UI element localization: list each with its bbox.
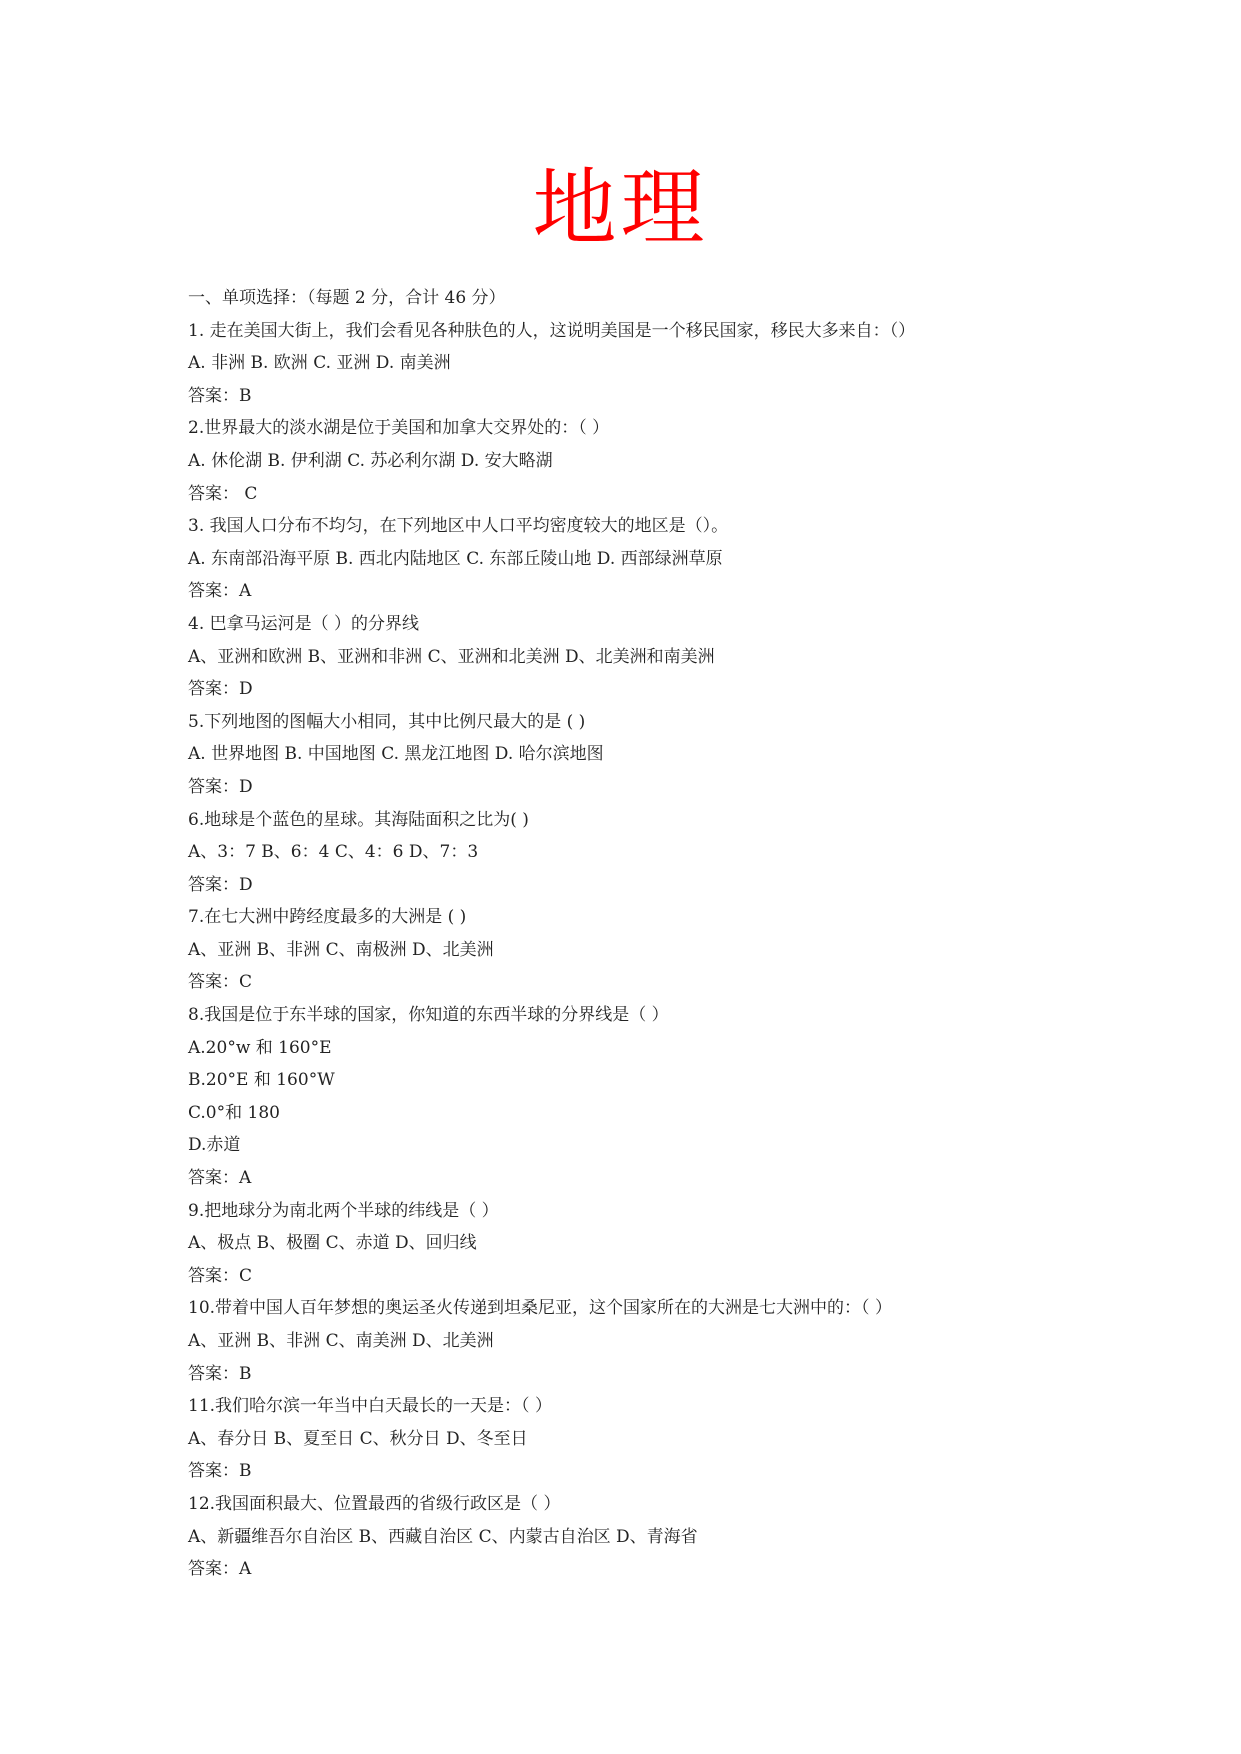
question-options: A. 世界地图 B. 中国地图 C. 黑龙江地图 D. 哈尔滨地图 <box>188 744 604 765</box>
question-answer: 答案：B <box>188 1363 252 1384</box>
question-options: A、极点 B、极圈 C、赤道 D、回归线 <box>188 1233 477 1254</box>
question-stem: 5.下列地图的图幅大小相同，其中比例尺最大的是 ( ) <box>188 711 586 732</box>
question-answer: 答案：C <box>188 972 253 993</box>
question-options: A、亚洲 B、非洲 C、南极洲 D、北美洲 <box>188 939 494 960</box>
question-option: D.赤道 <box>188 1135 241 1156</box>
question-stem: 3. 我国人口分布不均匀，在下列地区中人口平均密度较大的地区是（）。 <box>188 516 729 537</box>
question-options: A. 非洲 B. 欧洲 C. 亚洲 D. 南美洲 <box>188 353 451 374</box>
question-stem: 9.把地球分为南北两个半球的纬线是（ ） <box>188 1200 499 1221</box>
question-option: C.0°和 180 <box>188 1102 280 1123</box>
question-stem: 11.我们哈尔滨一年当中白天最长的一天是：（ ） <box>188 1396 552 1417</box>
question-answer: 答案：B <box>188 1461 252 1482</box>
question-options: A. 休伦湖 B. 伊利湖 C. 苏必利尔湖 D. 安大略湖 <box>188 450 553 471</box>
question-answer: 答案：A <box>188 581 252 602</box>
document-body <box>188 282 1088 1586</box>
question-option: A.20°w 和 160°E <box>188 1037 332 1058</box>
question-stem: 10.带着中国人百年梦想的奥运圣火传递到坦桑尼亚，这个国家所在的大洲是七大洲中的：（ ） <box>188 1298 892 1319</box>
page-title: 地理 <box>532 159 709 257</box>
question-answer: 答案：D <box>188 776 253 797</box>
question-answer: 答案： C <box>188 483 258 504</box>
question-stem: 1. 走在美国大街上，我们会看见各种肤色的人，这说明美国是一个移民国家，移民大多来自：（） <box>188 320 916 341</box>
question-stem: 12.我国面积最大、位置最西的省级行政区是（ ） <box>188 1493 561 1514</box>
question-options: A、3：7 B、6：4 C、4：6 D、7：3 <box>188 842 479 863</box>
question-answer: 答案：A <box>188 1168 252 1189</box>
question-stem: 2.世界最大的淡水湖是位于美国和加拿大交界处的：（ ） <box>188 418 610 439</box>
question-answer: 答案：B <box>188 385 252 406</box>
question-stem: 8.我国是位于东半球的国家，你知道的东西半球的分界线是（ ） <box>188 1005 669 1026</box>
question-options: A、新疆维吾尔自治区 B、西藏自治区 C、内蒙古自治区 D、青海省 <box>188 1526 698 1547</box>
question-answer: 答案：D <box>188 874 253 895</box>
question-options: A、亚洲 B、非洲 C、南美洲 D、北美洲 <box>188 1331 494 1351</box>
section-heading: 一、单项选择：（每题 2 分，合计 46 分） <box>188 288 506 308</box>
question-answer: 答案：D <box>188 679 253 700</box>
question-options: A. 东南部沿海平原 B. 西北内陆地区 C. 东部丘陵山地 D. 西部绿洲草原 <box>188 548 723 569</box>
question-options: A、春分日 B、夏至日 C、秋分日 D、冬至日 <box>188 1428 528 1449</box>
question-stem: 7.在七大洲中跨经度最多的大洲是 ( ) <box>188 907 467 928</box>
question-stem: 4. 巴拿马运河是（ ）的分界线 <box>188 613 420 634</box>
question-answer: 答案：A <box>188 1559 252 1580</box>
question-stem: 6.地球是个蓝色的星球。其海陆面积之比为( ) <box>188 809 529 830</box>
question-answer: 答案：C <box>188 1265 253 1286</box>
question-option: B.20°E 和 160°W <box>188 1070 335 1091</box>
question-options: A、亚洲和欧洲 B、亚洲和非洲 C、亚洲和北美洲 D、北美洲和南美洲 <box>188 646 715 667</box>
